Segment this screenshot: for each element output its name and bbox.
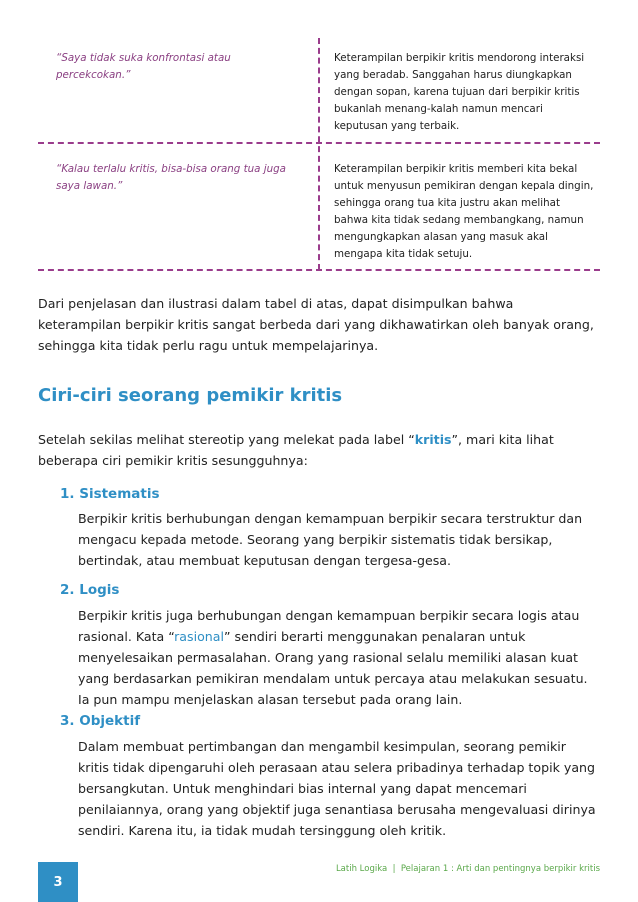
section-title: Ciri-ciri seorang pemikir kritis bbox=[38, 385, 343, 406]
conclusion-paragraph: Dari penjelasan dan ilustrasi dalam tabel di atas, dapat disimpulkan bahwa keterampilan berpikir kritis sangat berbeda dari yang dikhawatirkan oleh banyak orang, sehingga kita tidak perlu ragu untuk mempelajarinya. bbox=[38, 296, 594, 353]
table-explanation-2: Keterampilan berpikir kritis memberi kita bekal untuk menyusun pemikiran dengan kepala dingin, sehingga orang tua kita justru akan melihat bahwa kita tidak sedang membangkang, namun mengungkapkan alasan yang masuk akal mengapa kita tidak setuju. bbox=[334, 163, 594, 260]
item-text-objektif: Dalam membuat pertimbangan dan mengambil kesimpulan, seorang pemikir kritis tidak dipengaruhi oleh perasaan atau selera pribadinya terhadap topik yang bersangkutan. Untuk menghindari bias internal yang dapat mencemari penilaiannya, orang yang objektif juga senantiasa berusaha mengevaluasi dirinya sendiri. Karena itu, ia tidak mudah tersinggung oleh kritik. bbox=[78, 739, 596, 838]
table-row-divider bbox=[38, 142, 600, 144]
logis-keyword: rasional bbox=[174, 629, 224, 644]
table-vertical-divider bbox=[318, 38, 320, 270]
item-heading-logis: 2. Logis bbox=[60, 582, 120, 598]
logis-text-after: ” sendiri berarti menggunakan penalaran untuk menyelesaikan permasalahan. Orang yang rasional selalu memiliki alasan kuat yang berdasarkan pemikiran mendalam untuk percaya atau melakukan sesuatu. Ia pun mampu menjelaskan alasan tersebut pada orang lain. bbox=[78, 629, 588, 707]
intro-keyword: kritis bbox=[414, 432, 452, 447]
intro-text-before: Setelah sekilas melihat stereotip yang melekat pada label “ bbox=[38, 432, 415, 447]
page-number: 3 bbox=[38, 862, 78, 902]
item-heading-objektif: 3. Objektif bbox=[60, 713, 141, 729]
table-quote-2: “Kalau terlalu kritis, bisa-bisa orang tua juga saya lawan.” bbox=[56, 163, 286, 192]
item-heading-sistematis: 1. Sistematis bbox=[60, 486, 160, 502]
intro-text-after: ”, mari kita lihat beberapa ciri pemikir kritis sesungguhnya: bbox=[38, 432, 554, 468]
table-quote-1: “Saya tidak suka konfrontasi atau percekcokan.” bbox=[56, 52, 231, 81]
table-explanation-1: Keterampilan berpikir kritis mendorong interaksi yang beradab. Sanggahan harus diungkapkan dengan sopan, karena tujuan dari berpikir kritis bukanlah menang-kalah namun mencari keputusan yang terbaik. bbox=[334, 52, 585, 132]
footer-text: Latih Logika | Pelajaran 1 : Arti dan pentingnya berpikir kritis bbox=[335, 864, 600, 874]
item-text-sistematis: Berpikir kritis berhubungan dengan kemampuan berpikir secara terstruktur dan mengacu kepada metode. Seorang yang berpikir sistematis tidak bersikap, bertindak, atau membuat keputusan dengan tergesa-gesa. bbox=[78, 511, 583, 568]
item-text-logis bbox=[78, 605, 598, 710]
table-bottom-divider bbox=[38, 269, 600, 271]
logis-text-before: Berpikir kritis juga berhubungan dengan kemampuan berpikir secara logis atau rasional. Kata “ bbox=[78, 608, 580, 644]
section-intro bbox=[38, 429, 600, 471]
